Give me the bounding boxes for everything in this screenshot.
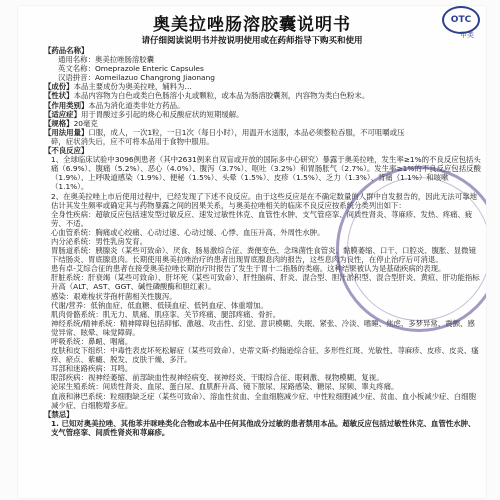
section-text: 用于胃酸过多引起的烧心和反酸症状的短期缓解。 [80, 109, 244, 119]
section-line [44, 119, 482, 128]
paragraph: 心血管系统：胸痛或心绞痛、心动过速、心动过缓、心悸、血压升高、外周性水肿。 [51, 227, 325, 237]
section-heading: 【禁忌】 [44, 409, 74, 419]
section-line [44, 110, 482, 119]
paragraph: 耳部和迷路疾病：耳鸣。 [51, 364, 133, 374]
leaflet-body [44, 46, 482, 437]
paragraph: 呼吸系统：鼻衄、咽痛。 [51, 337, 133, 346]
section-label: 【规格】 [44, 118, 74, 128]
paragraph: 胃肠道系统：胰腺炎（某些可致命）、厌食、肠易激综合征、粪便变色、念珠菌性食管炎、黏膜萎缩、口干、口腔炎、腹胀、显微镜下结肠炎、胃底腺息肉。长期使用奥美拉唑治疗的患者出现胃底腺息肉的报告，这些息肉为良性，在停止治疗后可消退。 [51, 246, 476, 265]
section-label: 【成份】 [44, 82, 74, 92]
otc-category-label: 甲类 [460, 31, 474, 39]
section-text: 口服，成人，一次1粒，一日1次（每日小时），用温开水送服，本品必须整粒吞服，不可咀嚼或压 [88, 127, 405, 137]
section-label: 【用法用量】 [44, 127, 89, 137]
name-field: 汉语拼音：Aomeilazuo Changrong Jiaonang [58, 73, 215, 83]
paragraph: 血液和淋巴系统：粒细胞缺乏症（某些可致命）、溶血性贫血、全血细胞减少症、中性粒细胞减少症、贫血、血小板减少症、白细胞减少症、白细胞增多症。 [51, 391, 476, 410]
section-line [44, 128, 482, 137]
paragraph: 患有卓-艾综合征的患者在接受奥美拉唑长期治疗时报告了发生于胃十二指肠的类癌。这种结果被认为是基础疾病的表现。 [51, 264, 446, 274]
contraindication-text: 1. 已知对奥美拉唑、其他苯并咪唑类化合物或本品中任何其他成分过敏的患者禁用本品。超敏反应包括过敏性休克、血管性水肿、支气管痉挛、间质性肾炎和荨麻疹。 [51, 418, 476, 437]
paragraph: 2、在奥美拉唑上市后使用过程中，已经发现了下述不良反应。由于这些反应是在不确定数量的人群中自发报告的，因此无法可靠地估计其发生频率或确定其与药物暴露之间的因果关系，与奥美拉唑相关的临床不良反应按系统分类列出如下： [51, 191, 477, 210]
section-label: 【适应症】 [44, 109, 81, 119]
section-text: 本品为消化道类非处方药品。 [88, 100, 185, 110]
name-field: 通用名称：奥美拉唑肠溶胶囊 [58, 55, 155, 65]
paragraph: 感染：艰难梭状芽孢杆菌相关性腹泻。 [51, 291, 177, 301]
document-title: 奥美拉唑肠溶胶囊说明书 [153, 15, 351, 35]
paragraph: 肝脏系统：肝衰竭（某些可致命）、肝坏死（某些可致命）、肝性脑病、肝炎、混合型、胆汁淤积型、混合型肝炎、黄疸、肝功能指标升高（ALT、AST、GGT、碱性磷酸酶和胆红素）。 [51, 273, 480, 292]
section-line [44, 101, 482, 110]
paragraph: 皮肤和皮下组织：中毒性表皮坏死松解症（某些可致命）、史蒂文斯-约翰逊综合征、多形性红斑、光敏性、荨麻疹、皮疹、皮炎、瘙痒、瘀点、紫癜、脱发、皮肤干燥、多汗。 [51, 346, 479, 365]
name-field: 英文名称：Omeprazole Enteric Capsules [58, 64, 204, 74]
paragraph: 肌肉骨骼系统：肌无力、肌痛、肌痉挛、关节疼痛、腿部疼痛、骨折。 [51, 309, 281, 319]
paragraph: 碎，症状消失后，应不可将本品用于食物中服用。 [51, 136, 214, 146]
section-text: 20毫克 [73, 118, 98, 128]
paragraph: 神经系统/精神系统：精神障碍包括抑郁、激越、攻击性、幻觉、意识模糊、失眠、紧张、冷淡、嗜睡、焦虑、多梦异常、震颤、感觉异常、眩晕、味觉障碍。 [51, 318, 475, 337]
paragraph: 全身性疾病：超敏反应包括速发型过敏反应、速发过敏性休克、血管性水肿、支气管痉挛、间质性肾炎、荨麻疹、发热、疼痛、疲劳、不适。 [51, 209, 473, 228]
otc-badge: OTC [442, 6, 480, 34]
section-line [44, 82, 482, 91]
section-text: 本品内容物为白色或类白色肠溶小丸或颗粒，或本品为肠溶胶囊剂，内容物为类白色粉末。 [73, 91, 370, 101]
paragraph: 泌尿生殖系统：间质性肾炎、血尿、蛋白尿、血肌酐升高、镜下脓尿、尿路感染、糖尿、尿频、睾丸疼痛。 [51, 382, 399, 392]
section-label: 【性状】 [44, 91, 74, 101]
section-heading: 【不良反应】 [44, 146, 89, 156]
section-label: 【作用类别】 [44, 100, 89, 110]
paragraph: 代谢/营养：低钠血症、低血糖、低镁血症、低钙血症、体重增加。 [51, 300, 268, 310]
section-heading: 【药品名称】 [44, 46, 89, 55]
paragraph: 眼部疾病：视神经萎缩、前部缺血性视神经病变、视神经炎、干眼综合征、眼刺激、视物模糊、复视。 [51, 373, 384, 383]
instruction-sheet [18, 6, 486, 498]
usage-notice: 请仔细阅读说明书并按说明使用或在药师指导下购买和使用 [141, 36, 363, 46]
paragraph: 1、全球临床试验中3096例患者（其中2631例来自双盲或开放的国际多中心研究）暴露于奥美拉唑，发生率≥1%的不良反应包括头痛（6.9%）、腹痛（5.2%）、恶心（4.0%）、腹泻（3.7%）、呕吐（3.2%）和胃肠胀气（2.7%）。发生率≥1%的不良反应包括反酸（1.9%）、上呼吸道感染（1.9%）、便秘（1.5%）、头晕（1.5%）、皮疹（1.5%）、乏力（1.3%）、背痛（1.1%）和咳嗽（1.1%）。 [51, 155, 481, 192]
section-text: 本品主要成份为奥美拉唑，辅料为… [73, 82, 192, 92]
section-line [44, 91, 482, 100]
paragraph: 内分泌系统：男性乳房发育。 [51, 236, 148, 246]
